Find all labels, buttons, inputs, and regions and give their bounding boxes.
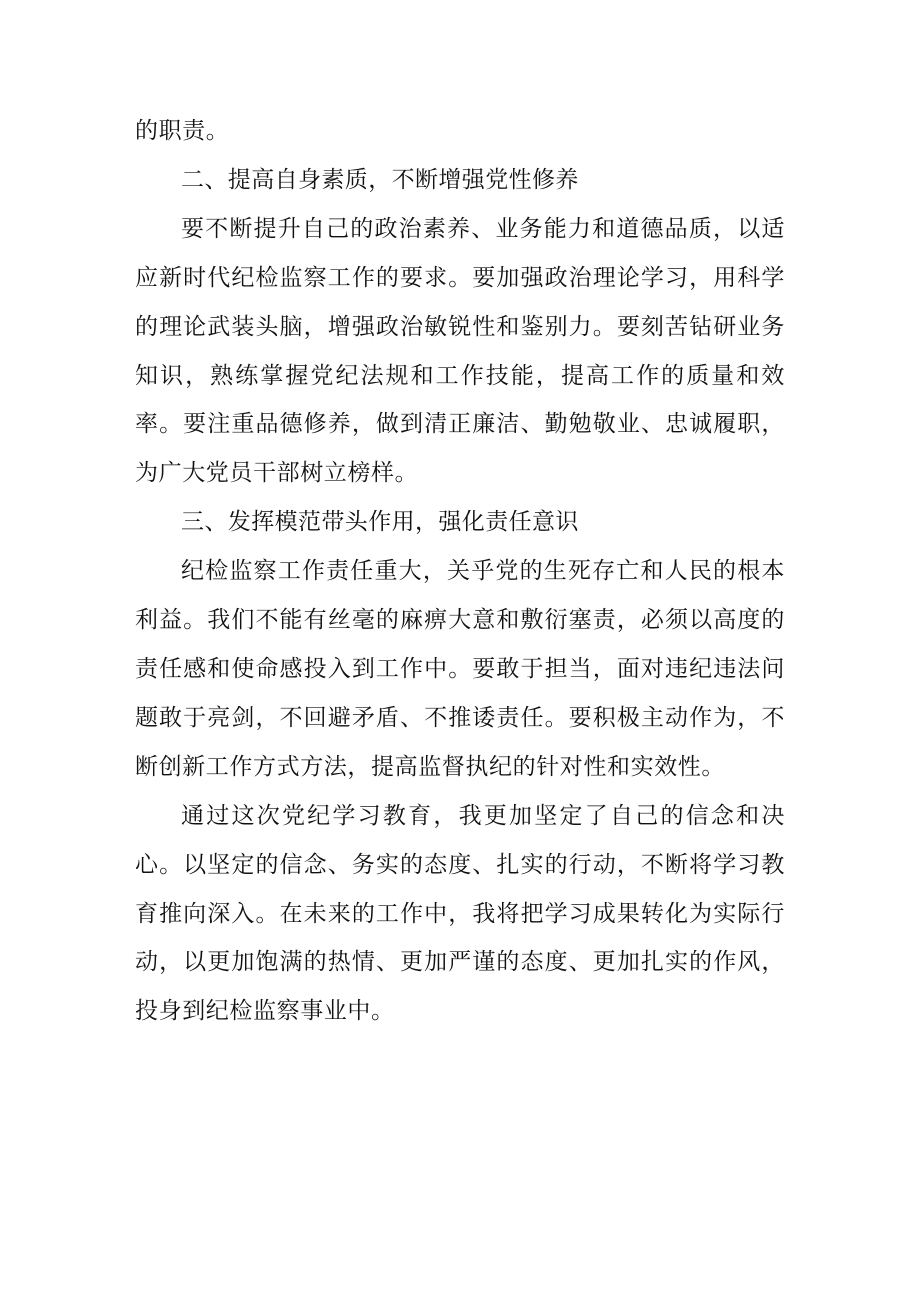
paragraph-section-3: 纪检监察工作责任重大，关乎党的生死存亡和人民的根本利益。我们不能有丝毫的麻痹大意和敷衍塞责，必须以高度的责任感和使命感投入到工作中。要敢于担当，面对违纪违法问题敢于亮剑，不回避矛盾、不推诿责任。要积极主动作为，不断创新工作方式方法，提高监督执纪的针对性和实效性。 <box>135 558 785 780</box>
paragraph-section-2: 要不断提升自己的政治素养、业务能力和道德品质，以适应新时代纪检监察工作的要求。要加强政治理论学习，用科学的理论武装头脑，增强政治敏锐性和鉴别力。要刻苦钻研业务知识，熟练掌握党纪法规和工作技能，提高工作的质量和效率。要注重品德修养，做到清正廉洁、勤勉敬业、忠诚履职，为广大党员干部树立榜样。 <box>135 215 785 487</box>
paragraph-conclusion: 通过这次党纪学习教育，我更加坚定了自己的信念和决心。以坚定的信念、务实的态度、扎实的行动，不断将学习教育推向深入。在未来的工作中，我将把学习成果转化为实际行动，以更加饱满的热情、更加严谨的态度、更加扎实的作风，投身到纪检监察事业中。 <box>135 802 785 1025</box>
paragraph-continued: 的职责。 <box>135 118 230 144</box>
section-heading-3: 三、发挥模范带头作用，强化责任意识 <box>181 509 579 536</box>
document-body <box>135 107 785 1036</box>
section-heading-2: 二、提高自身素质，不断增强党性修养 <box>181 166 579 193</box>
